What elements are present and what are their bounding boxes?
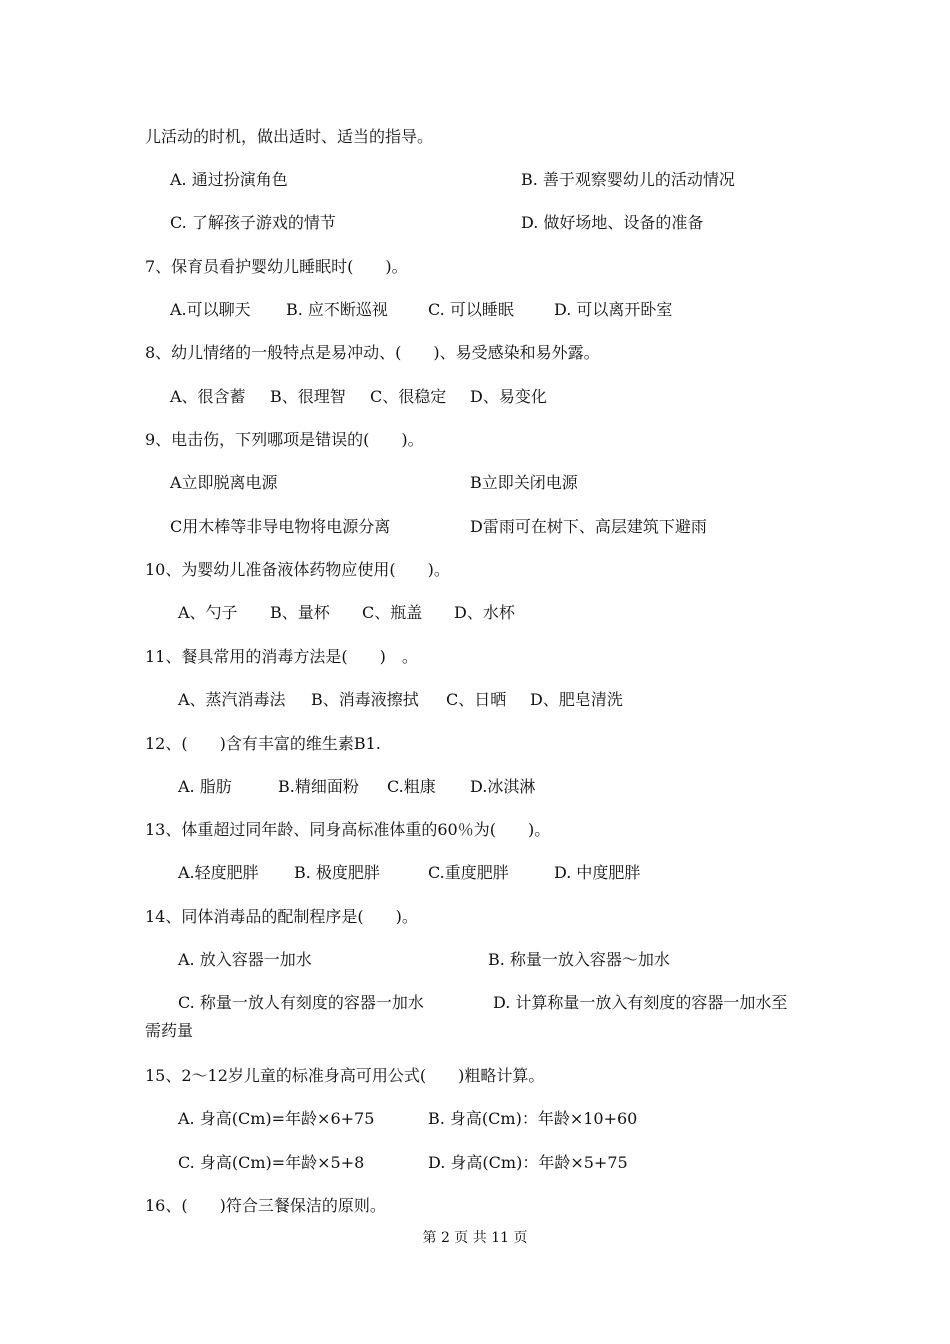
q11-option-a: A、蒸汽消毒法 (178, 690, 286, 709)
q7-option-a: A.可以聊天 (170, 300, 251, 319)
q9-option-d: D雷雨可在树下、高层建筑下避雨 (470, 517, 707, 536)
q12-option-b: B.精细面粉 (278, 777, 359, 796)
q9-option-c: C用木棒等非导电物将电源分离 (170, 517, 391, 536)
q12-stem: 12、( )含有丰富的维生素B1. (145, 734, 381, 753)
q15-stem: 15、2～12岁儿童的标准身高可用公式( )粗略计算。 (145, 1066, 545, 1085)
q12-option-d: D.冰淇淋 (470, 777, 536, 796)
q8-option-a: A、很含蓄 (170, 387, 246, 406)
q15-option-d: D. 身高(Cm)：年龄×5+75 (428, 1153, 628, 1172)
q13-stem: 13、体重超过同年龄、同身高标准体重的60％为( )。 (145, 820, 551, 839)
q13-option-d: D. 中度肥胖 (554, 863, 641, 882)
q10-option-a: A、勺子 (178, 603, 238, 622)
q7-option-c: C. 可以睡眠 (428, 300, 514, 319)
q14-option-a: A. 放入容器一加水 (178, 950, 312, 969)
q11-stem: 11、餐具常用的消毒方法是( ) 。 (145, 647, 418, 666)
q13-option-c: C.重度肥胖 (428, 863, 509, 882)
q9-option-a: A立即脱离电源 (170, 473, 278, 492)
q10-option-c: C、瓶盖 (362, 603, 423, 622)
q7-option-d: D. 可以离开卧室 (554, 300, 673, 319)
q12-option-a: A. 脂肪 (178, 777, 232, 796)
q11-option-c: C、日晒 (446, 690, 507, 709)
q6-option-a: A. 通过扮演角色 (170, 170, 288, 189)
q14-option-d-continued: 需药量 (145, 1021, 194, 1040)
q9-option-b: B立即关闭电源 (470, 473, 578, 492)
q14-option-d: D. 计算称量一放入有刻度的容器一加水至 (493, 993, 788, 1012)
page-footer: 第 2 页 共 11 页 (422, 1230, 528, 1246)
q15-option-b: B. 身高(Cm)：年龄×10+60 (428, 1109, 638, 1128)
q14-option-c: C. 称量一放人有刻度的容器一加水 (178, 993, 424, 1012)
q11-option-d: D、肥皂清洗 (530, 690, 623, 709)
intro-text: 儿活动的时机，做出适时、适当的指导。 (145, 127, 434, 146)
q13-option-b: B. 极度肥胖 (294, 863, 380, 882)
q15-option-a: A. 身高(Cm)=年龄×6+75 (178, 1109, 375, 1128)
q7-stem: 7、保育员看护婴幼儿睡眠时( )。 (145, 257, 408, 276)
q10-option-d: D、水杯 (454, 603, 515, 622)
q12-option-c: C.粗康 (387, 777, 436, 796)
q6-option-c: C. 了解孩子游戏的情节 (170, 213, 336, 232)
q7-option-b: B. 应不断巡视 (286, 300, 388, 319)
q14-stem: 14、同体消毒品的配制程序是( )。 (145, 907, 418, 926)
q10-stem: 10、为婴幼儿准备液体药物应使用( )。 (145, 560, 450, 579)
q10-option-b: B、量杯 (270, 603, 330, 622)
q8-option-d: D、易变化 (470, 387, 547, 406)
q15-option-c: C. 身高(Cm)=年龄×5+8 (178, 1153, 365, 1172)
q14-option-b: B. 称量一放入容器～加水 (488, 950, 670, 969)
q16-stem: 16、( )符合三餐保洁的原则。 (145, 1196, 386, 1215)
q8-option-c: C、很稳定 (370, 387, 447, 406)
q8-option-b: B、很理智 (270, 387, 346, 406)
q13-option-a: A.轻度肥胖 (178, 863, 259, 882)
q9-stem: 9、电击伤，下列哪项是错误的( )。 (145, 430, 424, 449)
q6-option-b: B. 善于观察婴幼儿的活动情况 (521, 170, 735, 189)
q8-stem: 8、幼儿情绪的一般特点是易冲动、( )、易受感染和易外露。 (145, 343, 600, 362)
q11-option-b: B、消毒液擦拭 (311, 690, 419, 709)
q6-option-d: D. 做好场地、设备的准备 (521, 213, 704, 232)
